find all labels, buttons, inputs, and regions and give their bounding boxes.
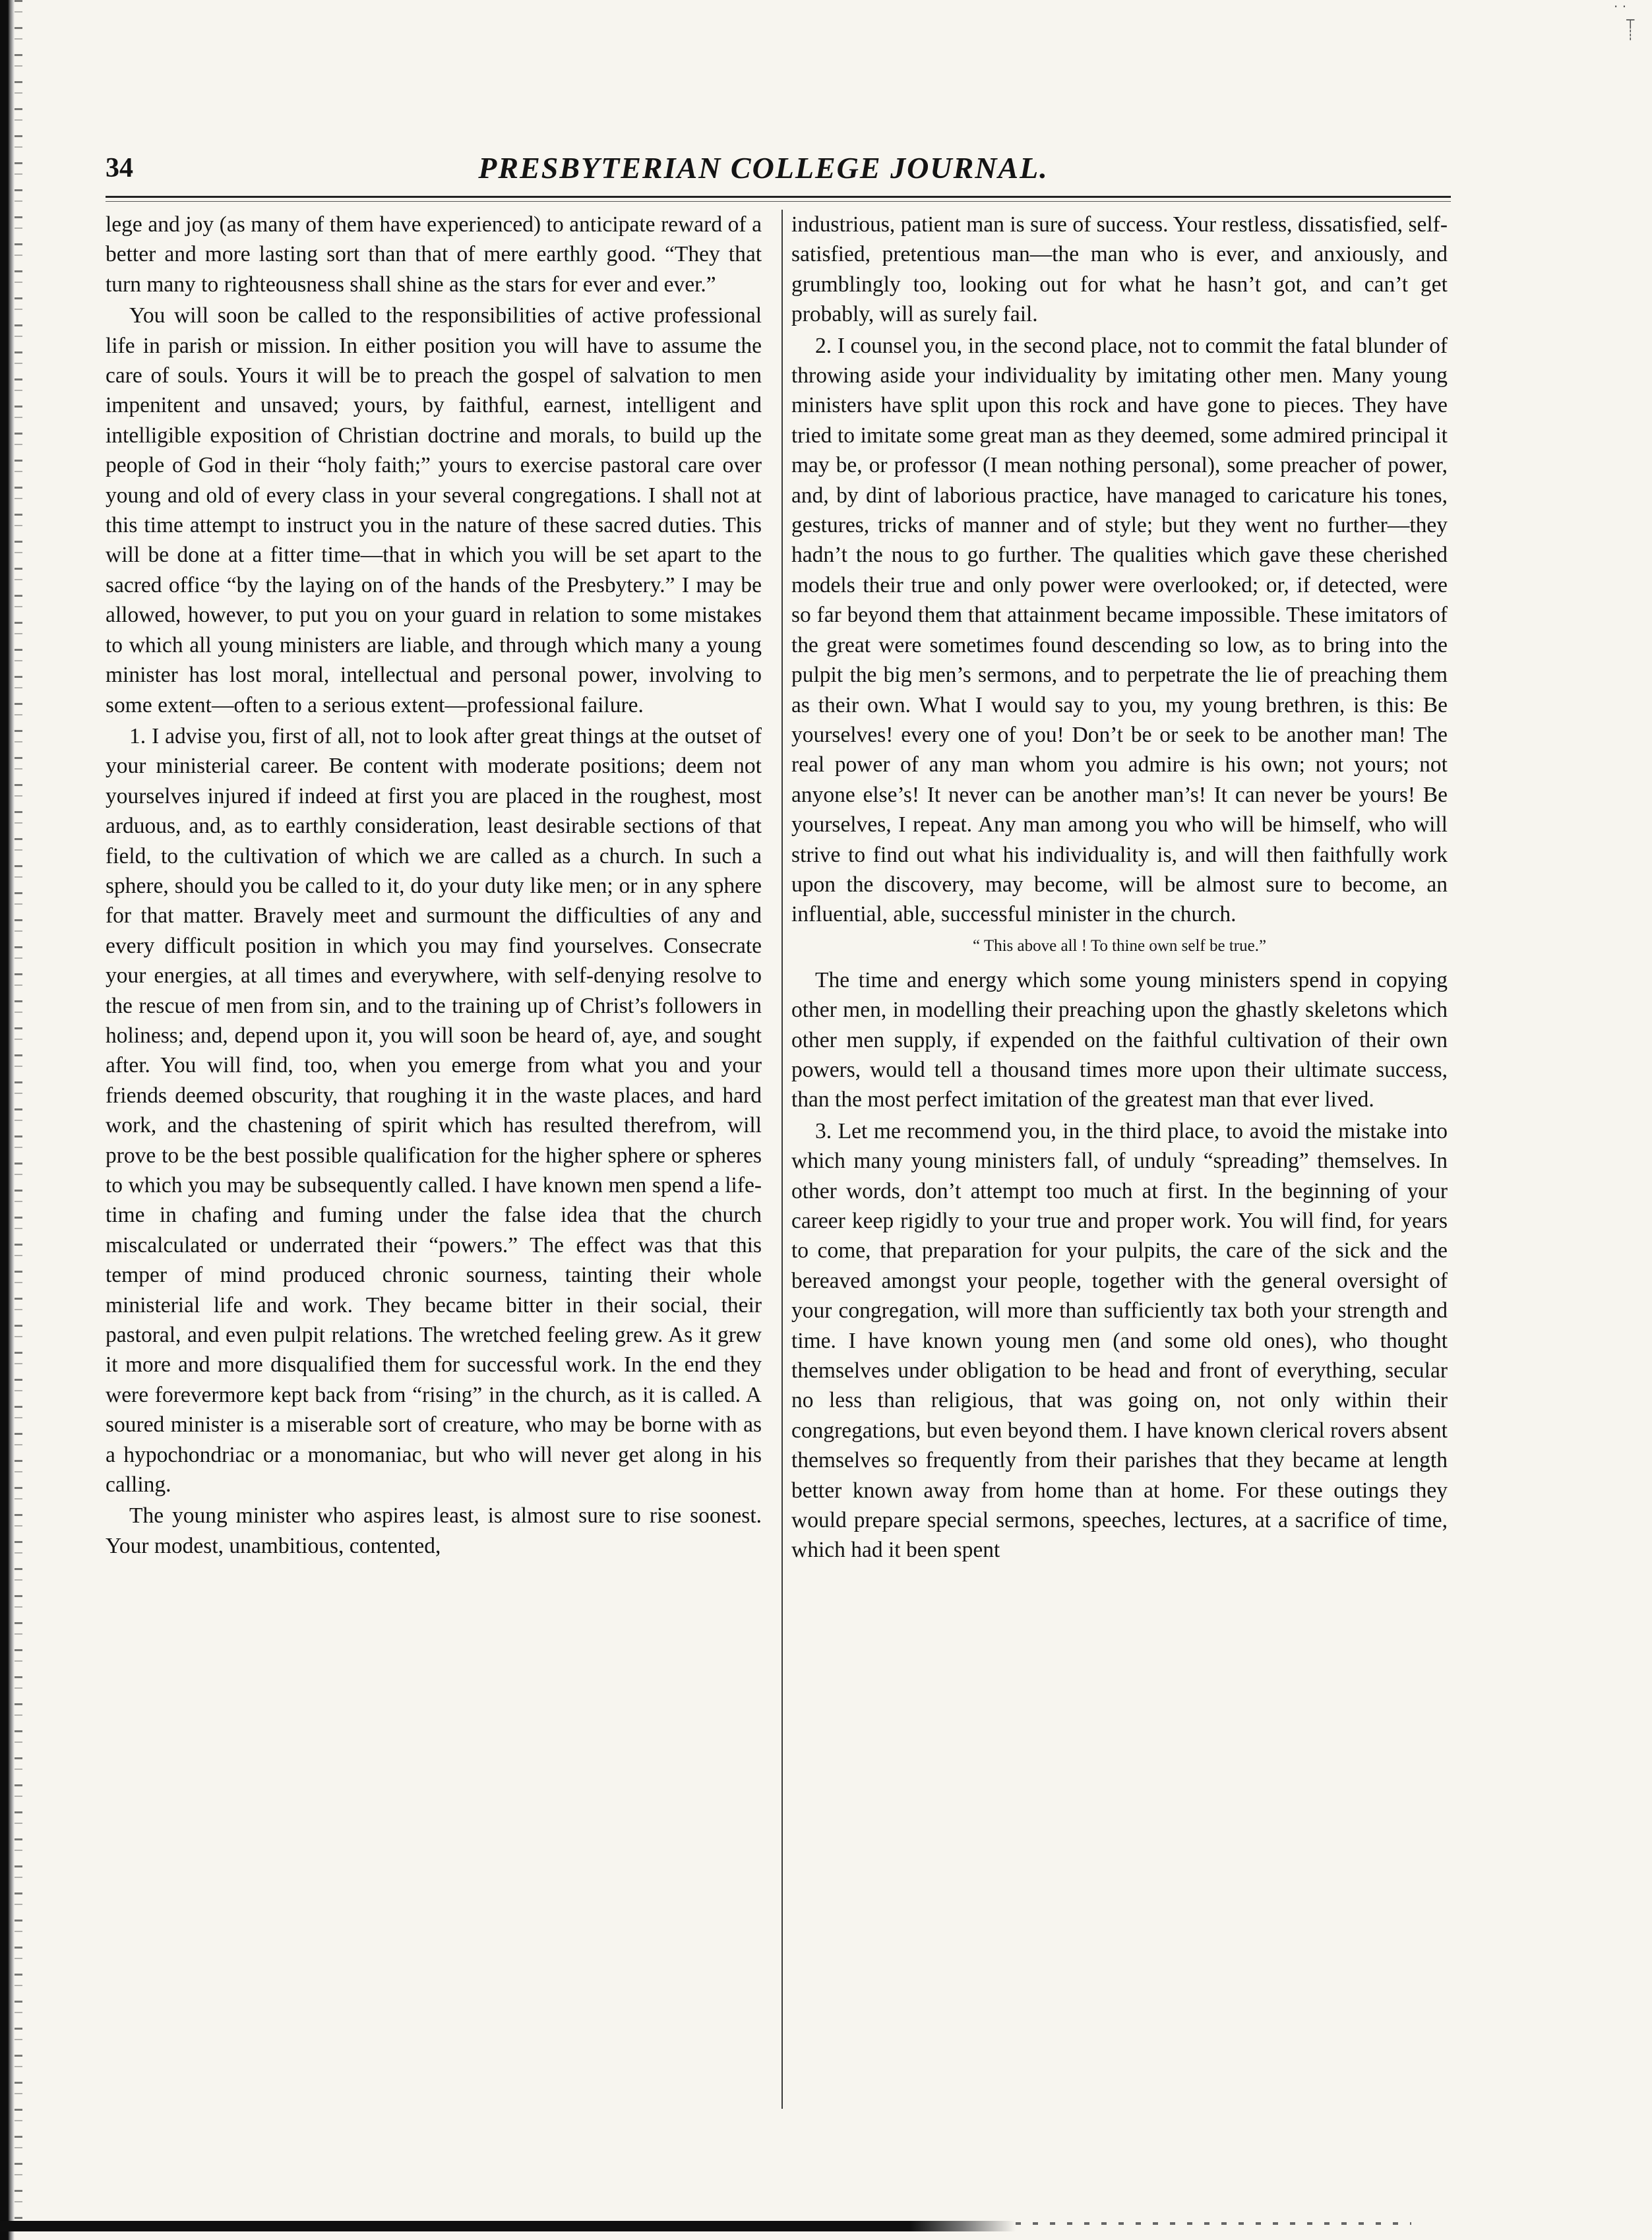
footer-rule xyxy=(0,2221,1016,2231)
corner-scan-mark: · · ┬ ┊ xyxy=(1614,0,1635,41)
page-number: 34 xyxy=(106,153,133,183)
paragraph: 1. I advise you, first of all, not to look after great things at the outset of your ministerial career. Be content with moderate positions; deem not yourselves injured if indeed at first you are placed in the roughest, most arduous, and, as to earthly consideration, least desirable sections of that field, to the cultivation of which we are called as a church. In such a sphere, should you be called to it, do your duty like men; or in any sphere for that matter. Bravely meet and surmount the difficulties of any and every difficult position in which you may find yourselves. Consecrate your energies, at all times and everywhere, with self-denying resolve to the rescue of men from sin, and to the training up of Christ’s followers in holiness; and, depend upon it, you will soon be heard of, aye, and sought after. You will find, too, when you emerge from what you and your friends deemed obscurity, that roughing it in the waste places, and hard work, and the chastening of spirit which has resulted therefrom, will prove to be the best possible qualification for the higher sphere or spheres to which you may be subsequently called. I have known men spend a life-time in chafing and fuming under the false idea that the church miscalculated or underrated their “powers.” The effect was that this temper of mind produced chronic sourness, tainting their whole ministerial life and work. They became bitter in their social, their pastoral, and even pulpit relations. The wretched feeling grew. As it grew it more and more disqualified them for successful work. In the end they were forevermore kept back from “rising” in the church, as it is called. A soured minister is a miserable sort of creature, who may be borne with as a hypochondriac or a monomaniac, but who will never get along in his calling. xyxy=(106,723,762,1498)
paragraph: You will soon be called to the responsibilities of active professional life in parish or mission. In either position you will have to assume the care of souls. Yours it will be to preach the gospel of salvation to men impenitent and unsaved; yours, by faithful, earnest, intelligent and intelligible exposition of Christian doctrine and morals, to build up the people of God in their “holy faith;” yours to exercise pastoral care over young and old of every class in your several congregations. I shall not at this time attempt to instruct you in the nature of these sacred duties. This will be done at a fitter time—that in which you will be set apart to the sacred office “by the laying on of the hands of the Presbytery.” I may be allowed, however, to put you on your guard in relation to some mistakes to which all young ministers are liable, and through which many a young minister has lost moral, intellectual and personal power, involving to some extent—often to a serious extent—professional failure. xyxy=(106,303,762,717)
footer-dotted-rule xyxy=(1016,2222,1411,2225)
header-rule xyxy=(106,196,1451,202)
binding-marks xyxy=(15,0,22,2240)
left-column xyxy=(106,210,762,2102)
paragraph: The time and energy which some young ministers spend in copying other men, in modelling their preaching upon the ghastly skeletons which other men supply, if expended on the faithful cultivation of their own powers, would tell a thousand times more upon their ultimate success, than the most perfect imitation of the greatest man that ever lived. xyxy=(791,967,1448,1112)
paragraph: The young minister who aspires least, is almost sure to rise soonest. Your modest, unambitious, contented, xyxy=(106,1503,762,1558)
paragraph: 2. I counsel you, in the second place, not to commit the fatal blunder of throwing aside your individuality by imitating other men. Many young ministers have split upon this rock and have gone to pieces. They have tried to imitate some great man as they deemed, some admired principal it may be, or professor (I mean nothing personal), some preacher of power, and, by dint of laborious practice, have managed to caricature his tones, gestures, tricks of manner and of style; but they went no further—they hadn’t the nous to go further. The qualities which gave these cherished models their true and only power were overlooked; or, if detected, were so far beyond them that attainment became impossible. These imitators of the great were sometimes found descending so low, as to bring into the pulpit the big men’s sermons, and to perpetrate the lie of preaching them as their own. What I would say to you, my young brethren, is this: Be yourselves! every one of you! Don’t be or seek to be another man! The real power of any man whom you admire is his own; not yours; not anyone else’s! It never can be another man’s! It can never be yours! Be yourselves, I repeat. Any man among you who will be himself, who will strive to find out what his individuality is, and will then faithfully work upon the discovery, may become, will be almost sure to become, an influential, able, successful minister in the church. xyxy=(791,333,1448,927)
page-binding-edge xyxy=(0,0,15,2240)
running-head: PRESBYTERIAN COLLEGE JOURNAL. xyxy=(478,151,1049,185)
column-divider xyxy=(781,210,783,2109)
paragraph: lege and joy (as many of them have experienced) to anticipate reward of a better and more lasting sort than that of mere earthly good. “They that turn many to righteousness shall shine as the stars for ever and ever.” xyxy=(106,212,762,297)
paragraph: industrious, patient man is sure of success. Your restless, dissatisfied, self-satisfied, pretentious man—the man who is ever, and anxiously, and grumblingly too, looking out for what he hasn’t got, and can’t get probably, will as surely fail. xyxy=(791,212,1448,327)
quotation: “ This above all ! To thine own self be true.” xyxy=(972,936,1267,955)
paragraph: 3. Let me recommend you, in the third place, to avoid the mistake into which many young ministers fall, of unduly “spreading” themselves. In other words, don’t attempt too much at first. In the beginning of your career keep rigidly to your true and proper work. You will find, for years to come, that preparation for your pulpits, the care of the sick and the bereaved amongst your people, together with the general oversight of your congregation, will more than sufficiently tax both your strength and time. I have known young men (and some old ones), who thought themselves under obligation to be head and front of everything, secular no less than religious, that was going on, not only within their congregations, but even beyond them. I have known clerical rovers absent themselves so frequently from their parishes that they became at length better known away from home than at home. For these outings they would prepare special sermons, speeches, lectures, at a sacrifice of time, which had it been spent xyxy=(791,1118,1448,1563)
page-header xyxy=(106,148,1421,192)
right-column xyxy=(791,210,1448,2102)
